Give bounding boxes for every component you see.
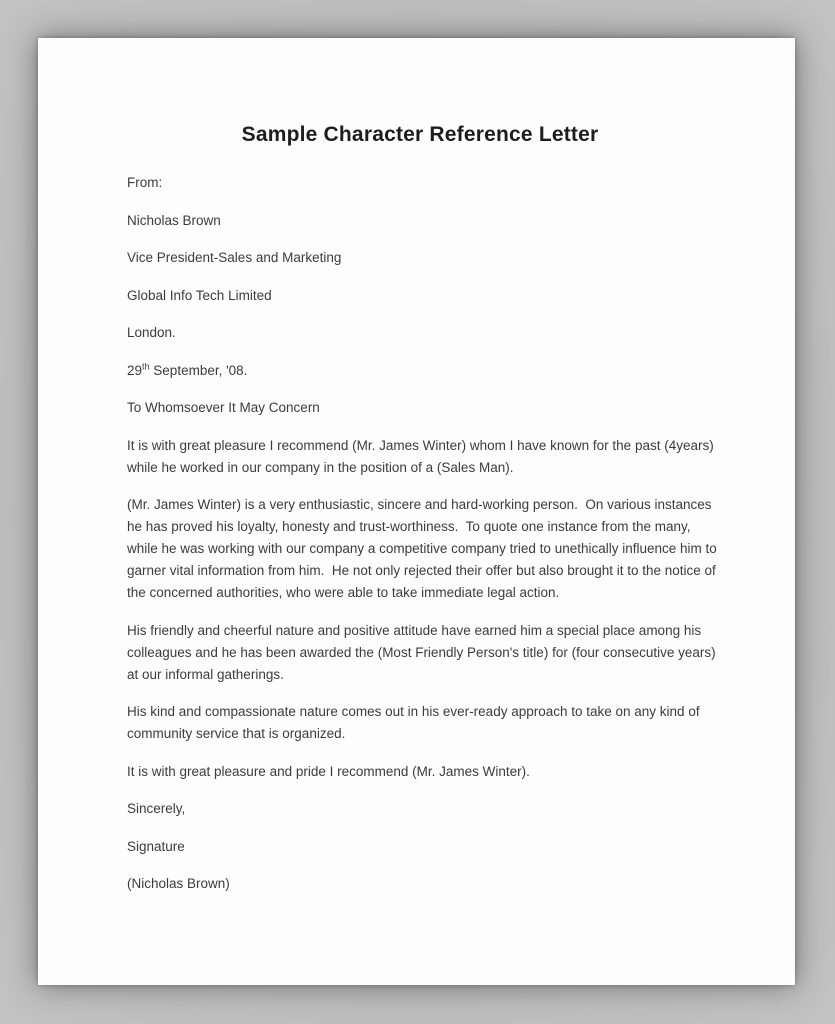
- body-paragraph-5: It is with great pleasure and pride I recommend (Mr. James Winter).: [127, 763, 530, 779]
- date-rest: September, '08.: [149, 362, 248, 378]
- closing: Sincerely,: [127, 801, 186, 816]
- body-paragraph-4: His kind and compassionate nature comes out in his ever-ready approach to take on any kind of community service that is organized.: [127, 704, 704, 741]
- body-paragraph-1: It is with great pleasure I recommend (Mr. James Winter) whom I have known for the past (4years) while he worked in our company in the position of a (Sales Man).: [127, 437, 718, 475]
- body-paragraph-3: His friendly and cheerful nature and positive attitude have earned him a special place among his colleagues and he has been awarded the (Most Friendly Person's title) for (four consecutive years) at our informal gatherings.: [127, 622, 720, 682]
- signature-name: (Nicholas Brown): [127, 876, 230, 891]
- body-paragraph-2: (Mr. James Winter) is a very enthusiastic, sincere and hard-working person. On various instances he has proved his loyalty, honesty and trust-worthiness. To quote one instance from the many, while he was working with our company a competitive company tried to unethically influence him to garner vital information from him. He not only rejected their offer but also brought it to the notice of the concerned authorities, who were able to take immediate legal action.: [127, 497, 721, 600]
- letter-title: Sample Character Reference Letter: [241, 123, 599, 146]
- date-ordinal-suffix: th: [142, 361, 150, 371]
- letter-date: [127, 360, 723, 382]
- sender-company: Global Info Tech Limited: [127, 287, 272, 303]
- sender-job-title: Vice President-Sales and Marketing: [127, 250, 342, 265]
- signature-label: Signature: [127, 838, 185, 854]
- letter-page: [38, 38, 795, 985]
- sender-city: London.: [127, 325, 176, 340]
- date-day: 29: [127, 362, 143, 378]
- sender-name: Nicholas Brown: [127, 212, 221, 228]
- letter-content: [38, 38, 795, 985]
- from-label: From:: [127, 175, 163, 190]
- salutation: To Whomsoever It May Concern: [127, 400, 320, 415]
